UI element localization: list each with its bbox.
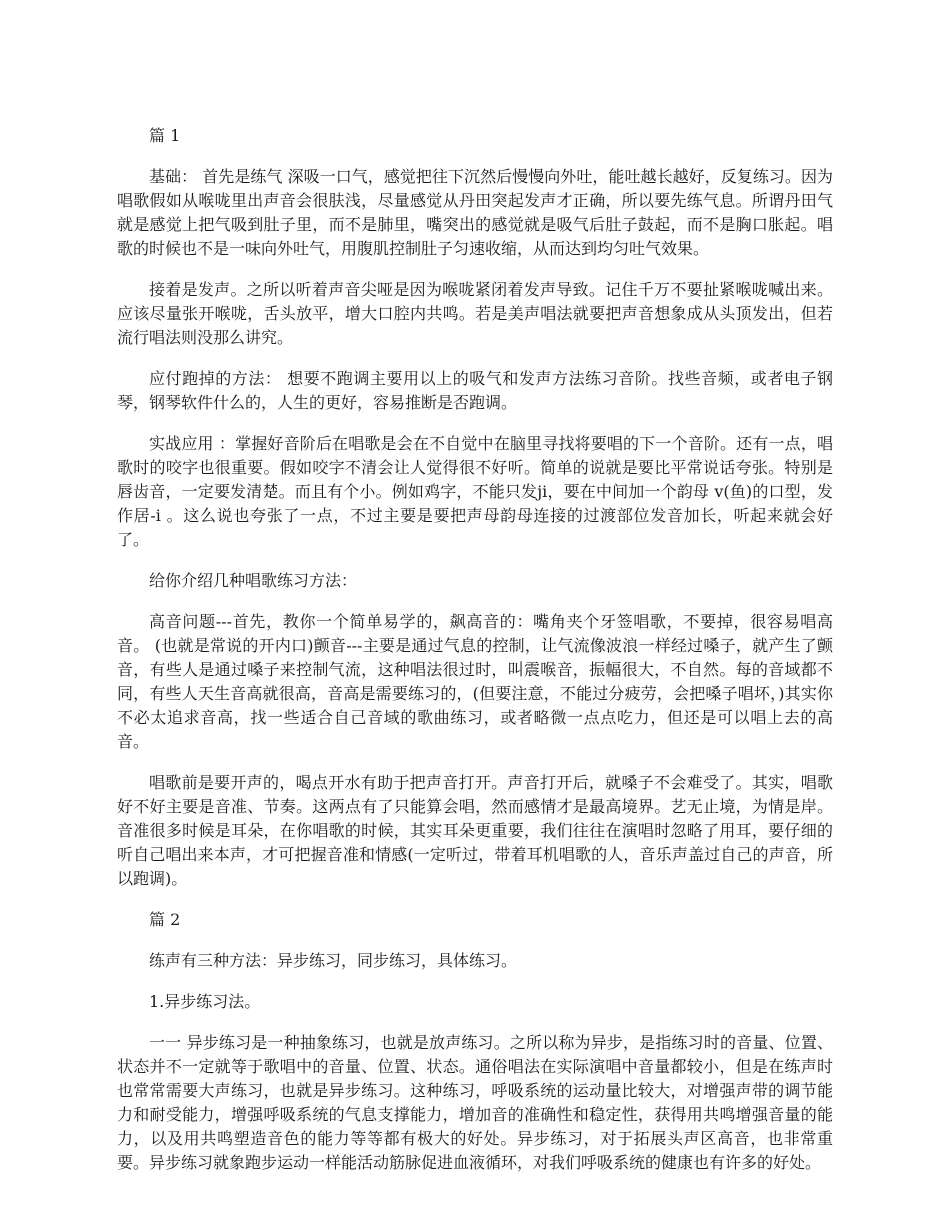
paragraph-async-method-body: 一一 异步练习是一种抽象练习，也就是放声练习。之所以称为异步，是指练习时的音量、位置、状态并不一定就等于歌唱中的音量、位置、状态。通俗唱法在实际演唱中音量都较小，但是在练声时也常常需要大声练习，也就是异步练习。这种练习，呼吸系统的运动量比较大，对增强声带的调节能力和耐受能力，增强呼吸系统的气息支撑能力，增加音的准确性和稳定性，获得用共鸣增强音量的能力，以及用共鸣塑造音色的能力等等都有极大的好处。异步练习，对于拓展头声区高音，也非常重要。异步练习就象跑步运动一样能活动筋脉促进血液循环，对我们呼吸系统的健康也有许多的好处。 [117,1033,833,1172]
document-page [117,124,833,1192]
paragraph-methods-intro: 给你介绍几种唱歌练习方法： [149,571,358,590]
paragraph-off-key-method: 应付跑掉的方法： 想要不跑调主要用以上的吸气和发声方法练习音阶。找些音频，或者电子钢琴，钢琴软件什么的，人生的更好，容易推断是否跑调。 [117,369,833,412]
section-heading-1: 篇 1 [149,126,181,145]
paragraph-practical-application: 实战应用 ：掌握好音阶后在唱歌是会在不自觉中在脑里寻找将要唱的下一个音阶。还有一点，唱歌时的咬字也很重要。假如咬字不清会让人觉得很不好听。简单的说就是要比平常说话夸张。特别是唇齿音，一定要发清楚。而且有个小。例如鸡字，不能只发ji，要在中间加一个韵母 v(鱼)的口型，发作居-i 。这么说也夸张了一点，不过主要是要把声母韵母连接的过渡部位发音加长，听起来就会好了。 [117,434,833,549]
paragraph-three-methods: 练声有三种方法：异步练习，同步练习，具体练习。 [149,951,518,970]
paragraph-high-notes: 高音问题---首先，教你一个简单易学的，飙高音的：嘴角夹个牙签唱歌，不要掉，很容易唱高音。 (也就是常说的开内口)颤音---主要是通过气息的控制，让气流像波浪一样经过嗓子，就产生了颤音，有些人是通过嗓子来控制气流，这种唱法很过时，叫震喉音，振幅很大，不自然。每的音域都不同，有些人天生音高就很高，音高是需要练习的，(但要注意，不能过分疲劳，会把嗓子唱坏，)其实你不必太追求音高，找一些适合自己音域的歌曲练习，或者略微一点点吃力，但还是可以唱上去的高音。 [117,612,833,751]
paragraph-breathing-basics: 基础： 首先是练气 深吸一口气，感觉把往下沉然后慢慢向外吐，能吐越长越好，反复练习。因为唱歌假如从喉咙里出声音会很肤浅，尽量感觉从丹田突起发声才正确，所以要先练气息。所谓丹田气就是感觉上把气吸到肚子里，而不是肺里，嘴突出的感觉就是吸气后肚子鼓起，而不是胸口胀起。唱歌的时候也不是一味向外吐气，用腹肌控制肚子匀速收缩，从而达到均匀吐气效果。 [117,167,833,258]
section-heading-2: 篇 2 [149,910,181,929]
paragraph-vocalization: 接着是发声。之所以听着声音尖哑是因为喉咙紧闭着发声导致。记住千万不要扯紧喉咙喊出来。应该尽量张开喉咙，舌头放平，增大口腔内共鸣。若是美声唱法就要把声音想象成从头顶发出，但若流行唱法则没那么讲究。 [117,280,833,347]
paragraph-async-method-title: 1.异步练习法。 [149,992,261,1011]
paragraph-warm-up: 唱歌前是要开声的，喝点开水有助于把声音打开。声音打开后，就嗓子不会难受了。其实，唱歌好不好主要是音准、节奏。这两点有了只能算会唱，然而感情才是最高境界。艺无止境，为情是岸。音准很多时候是耳朵，在你唱歌的时候，其实耳朵更重要，我们往往在演唱时忽略了用耳，要仔细的听自己唱出来本声，才可把握音准和情感(一定听过，带着耳机唱歌的人，音乐声盖过自己的声音，所以跑调)。 [117,773,833,888]
